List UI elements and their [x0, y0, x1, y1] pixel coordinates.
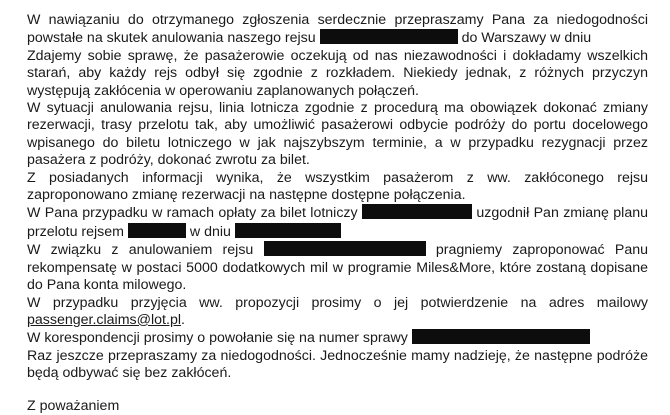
redacted-new-flight — [128, 223, 186, 238]
closing-salutation: Z poważaniem — [27, 397, 120, 414]
paragraph-reliability: Zdajemy sobie sprawę, że pasażerowie oczekują od nas niezawodności i dokładamy wszelkich starań, aby każdy rejs odbył się zgodnie z rozkładem. Niekiedy jednak, z różnych przyczyn występują zakłócenia w operowaniu zaplanowanych połączeń. — [27, 47, 648, 99]
redacted-cancelled-flight — [264, 241, 426, 256]
case-text-ticket: W Pana przypadku w ramach opłaty za bilet lotniczy — [27, 205, 358, 222]
redacted-new-date — [235, 223, 341, 238]
compensation-text-flight: W związku z anulowaniem rejsu — [27, 242, 254, 259]
paragraph-passenger-case — [27, 204, 648, 241]
compensation-text-offer: pragniemy zaproponować Panu rekompensatę w postaci 5000 dodatkowych mil w programie Miles&More, które zostaną dopisane do Pana konta milowego. — [27, 242, 649, 294]
paragraph-confirmation — [27, 295, 648, 330]
case-text-change: uzgodnił Pan zmianę planu przelotu rejsem — [27, 205, 649, 240]
confirmation-period: . — [180, 311, 185, 328]
paragraph-case-number — [27, 329, 648, 347]
email-link[interactable]: passenger.claims@lot.pl — [27, 311, 181, 328]
paragraph-cancellation-procedure: W sytuacji anulowania rejsu, linia lotnicza zgodnie z procedurą ma obowiązek dokonać zmiany rezerwacji, trasy przelotu tak, aby umożliwić pasażerowi odbycie podróży do portu docelowego wpisanego do biletu lotniczego w jak najszybszym terminie, a w przypadku rezygnacji przez pasażera z podróży, dokonać zwrotu za bilet. — [27, 100, 648, 169]
paragraph-rebooking-info: Z posiadanych informacji wynika, że wszystkim pasażerom z ww. zakłóconego rejsu zaproponowano zmianę rezerwacji na następne dostępne połączenia. — [27, 169, 648, 204]
paragraph-closing-apology: Raz jeszcze przepraszamy za niedogodności. Jednocześnie mamy nadzieję, że następne podróże będą odbywać się bez zakłóceń. — [27, 347, 648, 382]
apology-text-destination: do Warszawy w dniu — [461, 30, 592, 47]
redacted-flight-number — [320, 29, 458, 44]
case-number-text: W korespondencji prosimy o powołanie się na numer sprawy — [27, 330, 408, 347]
redacted-ticket-number — [362, 204, 472, 219]
apology-text: W nawiązaniu do otrzymanego zgłoszenia serdecznie przepraszamy Pana za niedogodności powstałe na skutek anulowania naszego rejsu — [27, 12, 648, 47]
confirmation-text: W przypadku przyjęcia ww. propozycji prosimy o jej potwierdzenie na adres mailowy — [27, 294, 648, 311]
paragraph-apology — [27, 12, 648, 48]
spacer — [27, 383, 648, 398]
paragraph-compensation — [27, 241, 648, 294]
case-text-date: w dniu — [189, 223, 231, 240]
redacted-case-number — [412, 329, 590, 344]
